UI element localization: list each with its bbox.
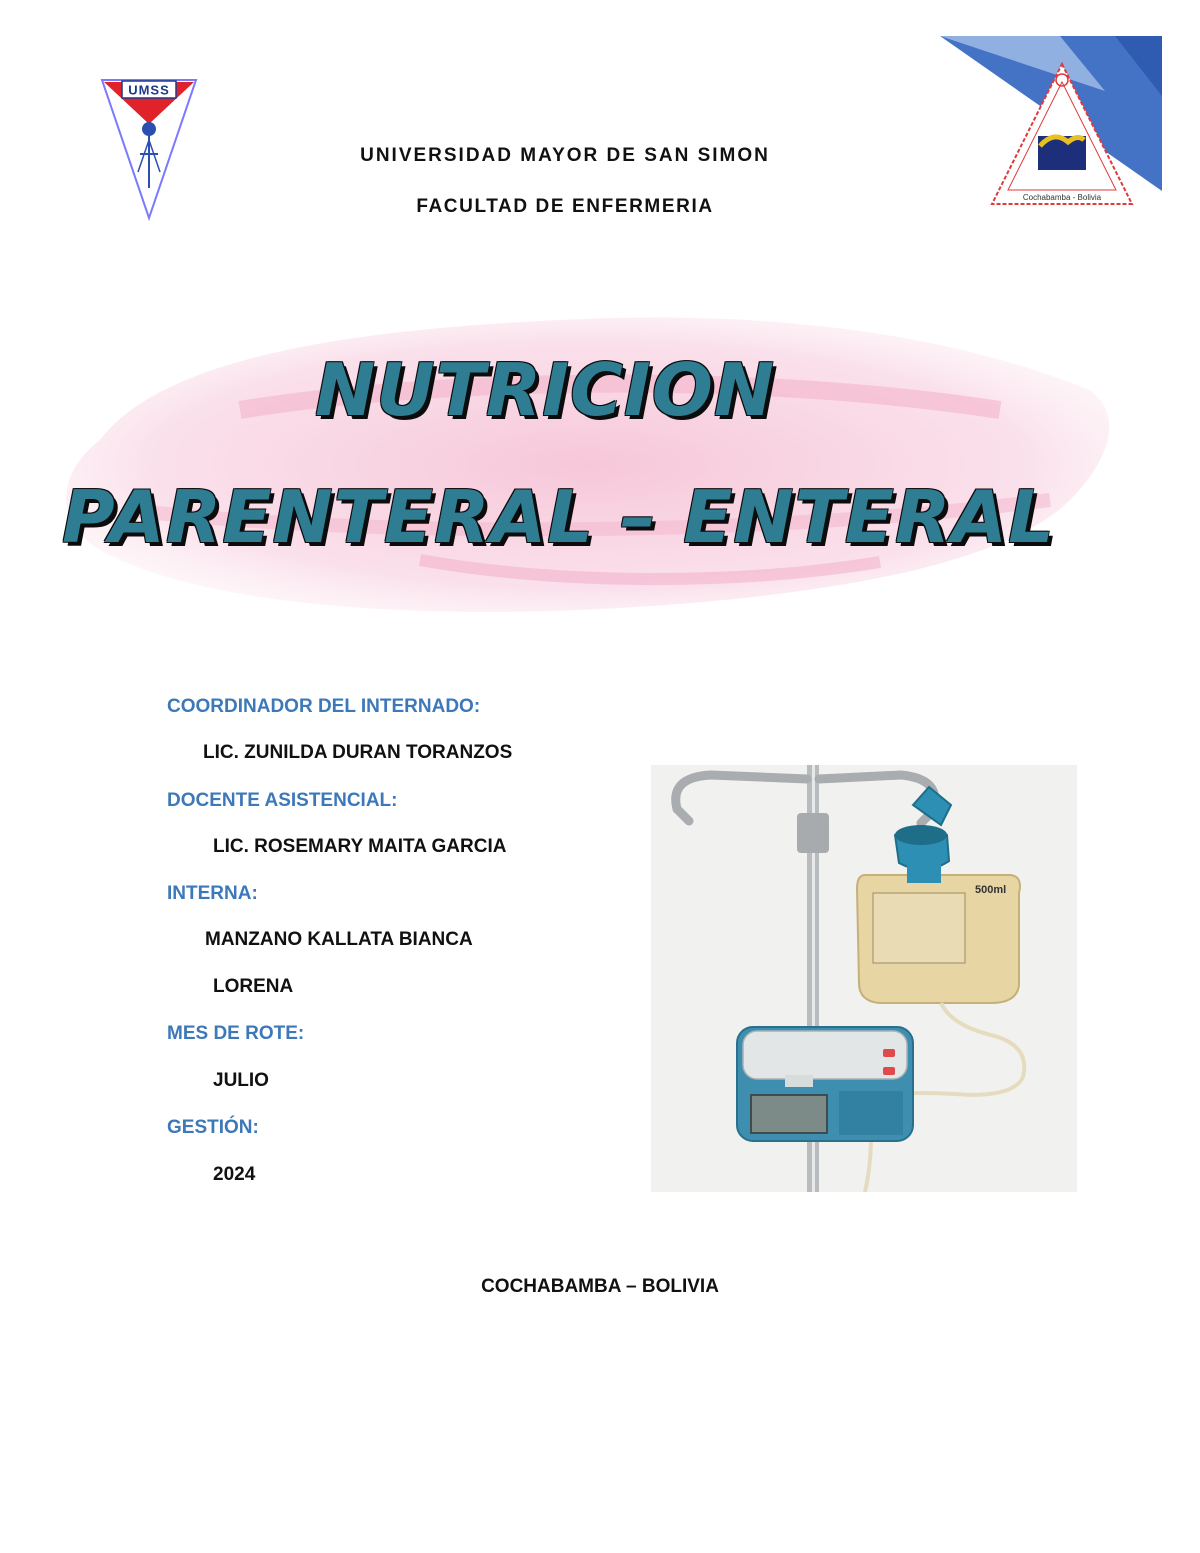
coordinator-name: LIC. ZUNILDA DURAN TORANZOS	[203, 742, 513, 763]
nursing-logo-caption: Cochabamba - Bolivia	[1022, 193, 1102, 202]
rotation-label: MES DE ROTE:	[167, 1023, 305, 1044]
bag-volume-label: 500ml	[975, 884, 1007, 896]
intern-name-line-2: LORENA	[213, 976, 294, 997]
intern-name-line-1: MANZANO KALLATA BIANCA	[205, 929, 473, 950]
title-line-2: PARENTERAL – ENTERAL	[62, 475, 1056, 559]
title-line-1: NUTRICION	[315, 348, 776, 432]
intern-label: INTERNA:	[167, 883, 258, 904]
feeding-pump-photo	[651, 765, 1077, 1192]
year-label: GESTIÓN:	[167, 1117, 259, 1138]
year-value: 2024	[213, 1164, 256, 1185]
teacher-label: DOCENTE ASISTENCIAL:	[167, 790, 398, 811]
coordinator-label: COORDINADOR DEL INTERNADO:	[167, 696, 481, 717]
location-footer: COCHABAMBA – BOLIVIA	[481, 1276, 719, 1297]
teacher-name: LIC. ROSEMARY MAITA GARCIA	[213, 836, 507, 857]
umss-logo-text: UMSS	[128, 82, 170, 98]
rotation-value: JULIO	[213, 1070, 269, 1091]
nursing-faculty-logo	[988, 60, 1136, 210]
faculty-name: FACULTAD DE ENFERMERIA	[416, 196, 714, 217]
university-name: UNIVERSIDAD MAYOR DE SAN SIMON	[360, 145, 770, 166]
